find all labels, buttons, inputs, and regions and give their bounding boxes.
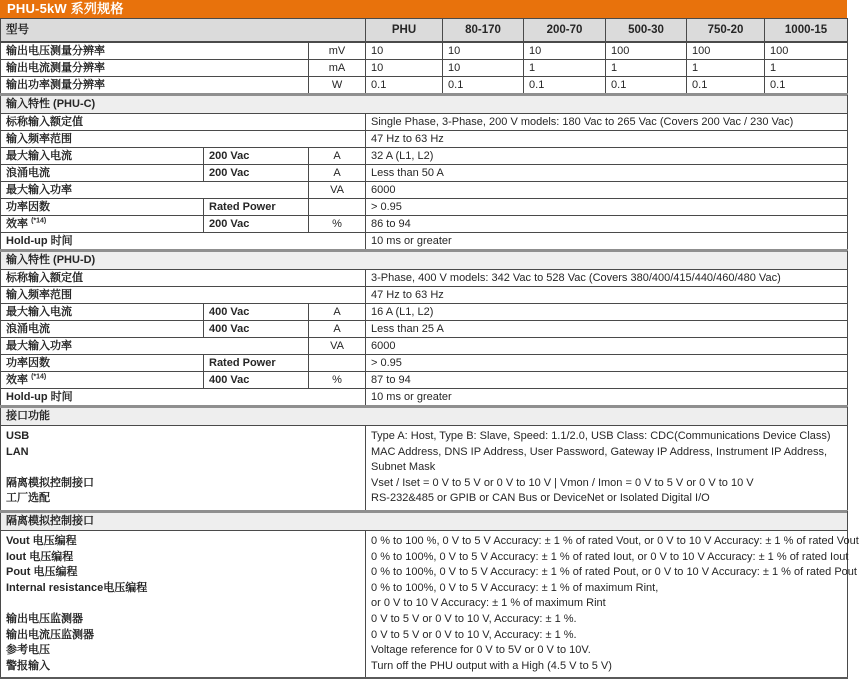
interface-label-line: 工厂选配 xyxy=(6,492,50,505)
interface-label-line: 隔离模拟控制接口 xyxy=(6,476,94,489)
efficiency-label: 效率 xyxy=(6,217,28,230)
spec-row xyxy=(1,270,848,287)
unit-cell: mA xyxy=(309,60,366,77)
interface-label-line xyxy=(6,460,360,476)
section-header-row xyxy=(1,251,848,270)
spec-label-cell: 最大输入电流 xyxy=(1,148,204,165)
value-cell: 0.1 xyxy=(443,77,524,95)
unit-cell: A xyxy=(309,165,366,182)
section-header-row xyxy=(1,511,848,530)
spec-label-cell xyxy=(1,216,204,233)
analog-value-line: or 0 V to 10 V Accuracy: ± 1 % of maximum Rint xyxy=(371,597,606,610)
value-cell: > 0.95 xyxy=(366,355,848,372)
value-cell: 0.1 xyxy=(687,77,765,95)
section-title: 接口功能 xyxy=(1,407,848,426)
unit-cell: A xyxy=(309,321,366,338)
spec-row xyxy=(1,233,848,251)
model-column-header: 200-70 xyxy=(524,19,606,43)
spec-label-cell: 功率因数 xyxy=(1,199,204,216)
interface-value-line: Type A: Host, Type B: Slave, Speed: 1.1/2.0, USB Class: CDC(Communications Device Class) xyxy=(371,430,831,442)
spec-label-cell: Hold-up 时间 xyxy=(1,389,366,407)
model-header-cell: 型号 xyxy=(1,19,366,43)
spec-label-cell: 输出功率测量分辨率 xyxy=(1,77,309,95)
page-title: PHU-5kW 系列规格 xyxy=(7,1,124,16)
value-cell: 16 A (L1, L2) xyxy=(366,304,848,321)
spec-row xyxy=(1,338,848,355)
model-column-header: 750-20 xyxy=(687,19,765,43)
unit-cell: % xyxy=(309,216,366,233)
spec-label-cell: 输入频率范围 xyxy=(1,287,366,304)
unit-cell: VA xyxy=(309,182,366,199)
footnote-marker: (*14) xyxy=(31,372,47,380)
unit-cell: mV xyxy=(309,42,366,60)
value-cell: 100 xyxy=(606,42,687,60)
spec-table xyxy=(0,18,859,679)
value-cell: Single Phase, 3-Phase, 200 V models: 180 Vac to 265 Vac (Covers 200 Vac / 230 Vac) xyxy=(366,114,848,131)
interface-value-line: Vset / Iset = 0 V to 5 V or 0 V to 10 V | Vmon / Imon = 0 V to 5 V or 0 V to 10 V xyxy=(371,476,754,489)
value-cell: 87 to 94 xyxy=(366,372,848,389)
spec-row xyxy=(1,148,848,165)
phu-unit-header-cell: PHU xyxy=(366,19,443,43)
unit-cell xyxy=(309,355,366,372)
condition-cell: 200 Vac xyxy=(204,165,309,182)
value-cell: 86 to 94 xyxy=(366,216,848,233)
analog-label-line: Internal resistance电压编程 xyxy=(6,581,148,594)
spec-row xyxy=(1,287,848,304)
spec-label-cell: 输入频率范围 xyxy=(1,131,366,148)
table-header-row xyxy=(1,19,848,43)
analog-value-line: Turn off the PHU output with a High (4.5 V to 5 V) xyxy=(371,659,612,672)
footnote-marker: (*14) xyxy=(31,216,47,224)
condition-cell: 400 Vac xyxy=(204,321,309,338)
spec-row xyxy=(1,165,848,182)
spec-row xyxy=(1,42,848,60)
unit-cell: A xyxy=(309,304,366,321)
spec-label-cell: 浪涌电流 xyxy=(1,165,204,182)
value-cell: 3-Phase, 400 V models: 342 Vac to 528 Vac (Covers 380/400/415/440/460/480 Vac) xyxy=(366,270,848,287)
condition-cell: 200 Vac xyxy=(204,216,309,233)
value-cell: 0.1 xyxy=(366,77,443,95)
spec-label-cell: Hold-up 时间 xyxy=(1,233,366,251)
interface-value-line: RS-232&485 or GPIB or CAN Bus or DeviceNet or Isolated Digital I/O xyxy=(371,492,710,505)
analog-label-line: Pout 电压编程 xyxy=(6,566,78,579)
value-cell: Less than 25 A xyxy=(366,321,848,338)
spec-label-cell: 标称输入额定值 xyxy=(1,270,366,287)
analog-label-line: 参考电压 xyxy=(6,644,50,657)
spec-label-cell: 浪涌电流 xyxy=(1,321,204,338)
analog-label-line: Vout 电压编程 xyxy=(6,534,77,547)
analog-value-line: 0 % to 100 %, 0 V to 5 V Accuracy: ± 1 % of rated Vout, or 0 V to 10 V Accuracy: ± 1 % of rated Vout xyxy=(371,534,859,547)
value-cell: > 0.95 xyxy=(366,199,848,216)
value-cell: 10 xyxy=(443,60,524,77)
interface-value-line: Subnet Mask xyxy=(371,461,436,474)
model-column-header: 1000-15 xyxy=(765,19,848,43)
spec-label-cell: 输出电压测量分辨率 xyxy=(1,42,309,60)
analog-label-line: 输出电流压监测器 xyxy=(6,628,94,641)
value-cell: 32 A (L1, L2) xyxy=(366,148,848,165)
value-cell: 1 xyxy=(606,60,687,77)
condition-cell: Rated Power xyxy=(204,355,309,372)
interface-values-cell xyxy=(366,426,848,512)
value-cell: 100 xyxy=(765,42,848,60)
efficiency-label: 效率 xyxy=(6,373,28,386)
condition-cell: Rated Power xyxy=(204,199,309,216)
unit-cell: W xyxy=(309,77,366,95)
value-cell: 100 xyxy=(687,42,765,60)
spec-label-cell: 最大输入功率 xyxy=(1,338,309,355)
value-cell: 0.1 xyxy=(606,77,687,95)
analog-value-line: 0 % to 100%, 0 V to 5 V Accuracy: ± 1 % of maximum Rint, xyxy=(371,581,659,594)
section-title: 隔离模拟控制接口 xyxy=(1,511,848,530)
spec-row xyxy=(1,77,848,95)
spec-row xyxy=(1,199,848,216)
analog-label-line: 警报输入 xyxy=(6,659,50,672)
interface-label-line: LAN xyxy=(6,445,29,458)
analog-value-line: Voltage reference for 0 V to 5V or 0 V to 10V. xyxy=(371,644,591,657)
analog-value-line: 0 % to 100%, 0 V to 5 V Accuracy: ± 1 % of rated Iout, or 0 V to 10 V Accuracy: ± 1 % of rated Iout xyxy=(371,550,849,563)
analog-label-line xyxy=(6,596,360,612)
spec-row xyxy=(1,321,848,338)
value-cell: 1 xyxy=(524,60,606,77)
spec-row xyxy=(1,216,848,233)
value-cell: 1 xyxy=(765,60,848,77)
spec-label-cell: 最大输入电流 xyxy=(1,304,204,321)
section-title: 输入特性 (PHU-D) xyxy=(1,251,848,270)
spec-label-cell xyxy=(1,372,204,389)
value-cell: 10 xyxy=(366,60,443,77)
value-cell: 47 Hz to 63 Hz xyxy=(366,131,848,148)
spec-label-cell: 标称输入额定值 xyxy=(1,114,366,131)
interface-label-line: USB xyxy=(6,430,30,442)
condition-cell: 200 Vac xyxy=(204,148,309,165)
analog-value-line: 0 V to 5 V or 0 V to 10 V, Accuracy: ± 1 %. xyxy=(371,628,577,641)
spec-row xyxy=(1,304,848,321)
analog-value-line: 0 V to 5 V or 0 V to 10 V, Accuracy: ± 1 %. xyxy=(371,612,577,625)
analog-label-line: 输出电压监测器 xyxy=(6,612,83,625)
section-title: 输入特性 (PHU-C) xyxy=(1,95,848,114)
analog-labels-cell xyxy=(1,530,366,678)
spec-label-cell: 功率因数 xyxy=(1,355,204,372)
value-cell: 10 xyxy=(366,42,443,60)
value-cell: Less than 50 A xyxy=(366,165,848,182)
analog-values-cell xyxy=(366,530,859,678)
spec-row xyxy=(1,182,848,199)
value-cell: 6000 xyxy=(366,182,848,199)
unit-cell: VA xyxy=(309,338,366,355)
interface-labels-cell xyxy=(1,426,366,512)
value-cell: 1 xyxy=(687,60,765,77)
spec-row xyxy=(1,372,848,389)
value-cell: 10 ms or greater xyxy=(366,233,848,251)
value-cell: 10 ms or greater xyxy=(366,389,848,407)
spec-label-cell: 最大输入功率 xyxy=(1,182,309,199)
spec-row xyxy=(1,60,848,77)
unit-cell: A xyxy=(309,148,366,165)
interface-value-line: MAC Address, DNS IP Address, User Password, Gateway IP Address, Instrument IP Address, xyxy=(371,445,828,458)
condition-cell: 400 Vac xyxy=(204,304,309,321)
spec-label-cell: 输出电流测量分辨率 xyxy=(1,60,309,77)
interface-block-row xyxy=(1,426,848,512)
model-column-header: 500-30 xyxy=(606,19,687,43)
value-cell: 0.1 xyxy=(524,77,606,95)
value-cell: 0.1 xyxy=(765,77,848,95)
analog-block-row xyxy=(1,530,848,678)
model-column-header: 80-170 xyxy=(443,19,524,43)
condition-cell: 400 Vac xyxy=(204,372,309,389)
analog-label-line: Iout 电压编程 xyxy=(6,550,74,563)
spec-row xyxy=(1,131,848,148)
section-header-row xyxy=(1,95,848,114)
spec-row xyxy=(1,355,848,372)
series-title-bar xyxy=(0,0,847,18)
spec-row xyxy=(1,114,848,131)
section-header-row xyxy=(1,407,848,426)
spec-row xyxy=(1,389,848,407)
value-cell: 10 xyxy=(443,42,524,60)
unit-cell xyxy=(309,199,366,216)
value-cell: 10 xyxy=(524,42,606,60)
value-cell: 6000 xyxy=(366,338,848,355)
value-cell: 47 Hz to 63 Hz xyxy=(366,287,848,304)
unit-cell: % xyxy=(309,372,366,389)
analog-value-line: 0 % to 100%, 0 V to 5 V Accuracy: ± 1 % of rated Pout, or 0 V to 10 V Accuracy: ± 1 % of rated Pout xyxy=(371,566,857,579)
